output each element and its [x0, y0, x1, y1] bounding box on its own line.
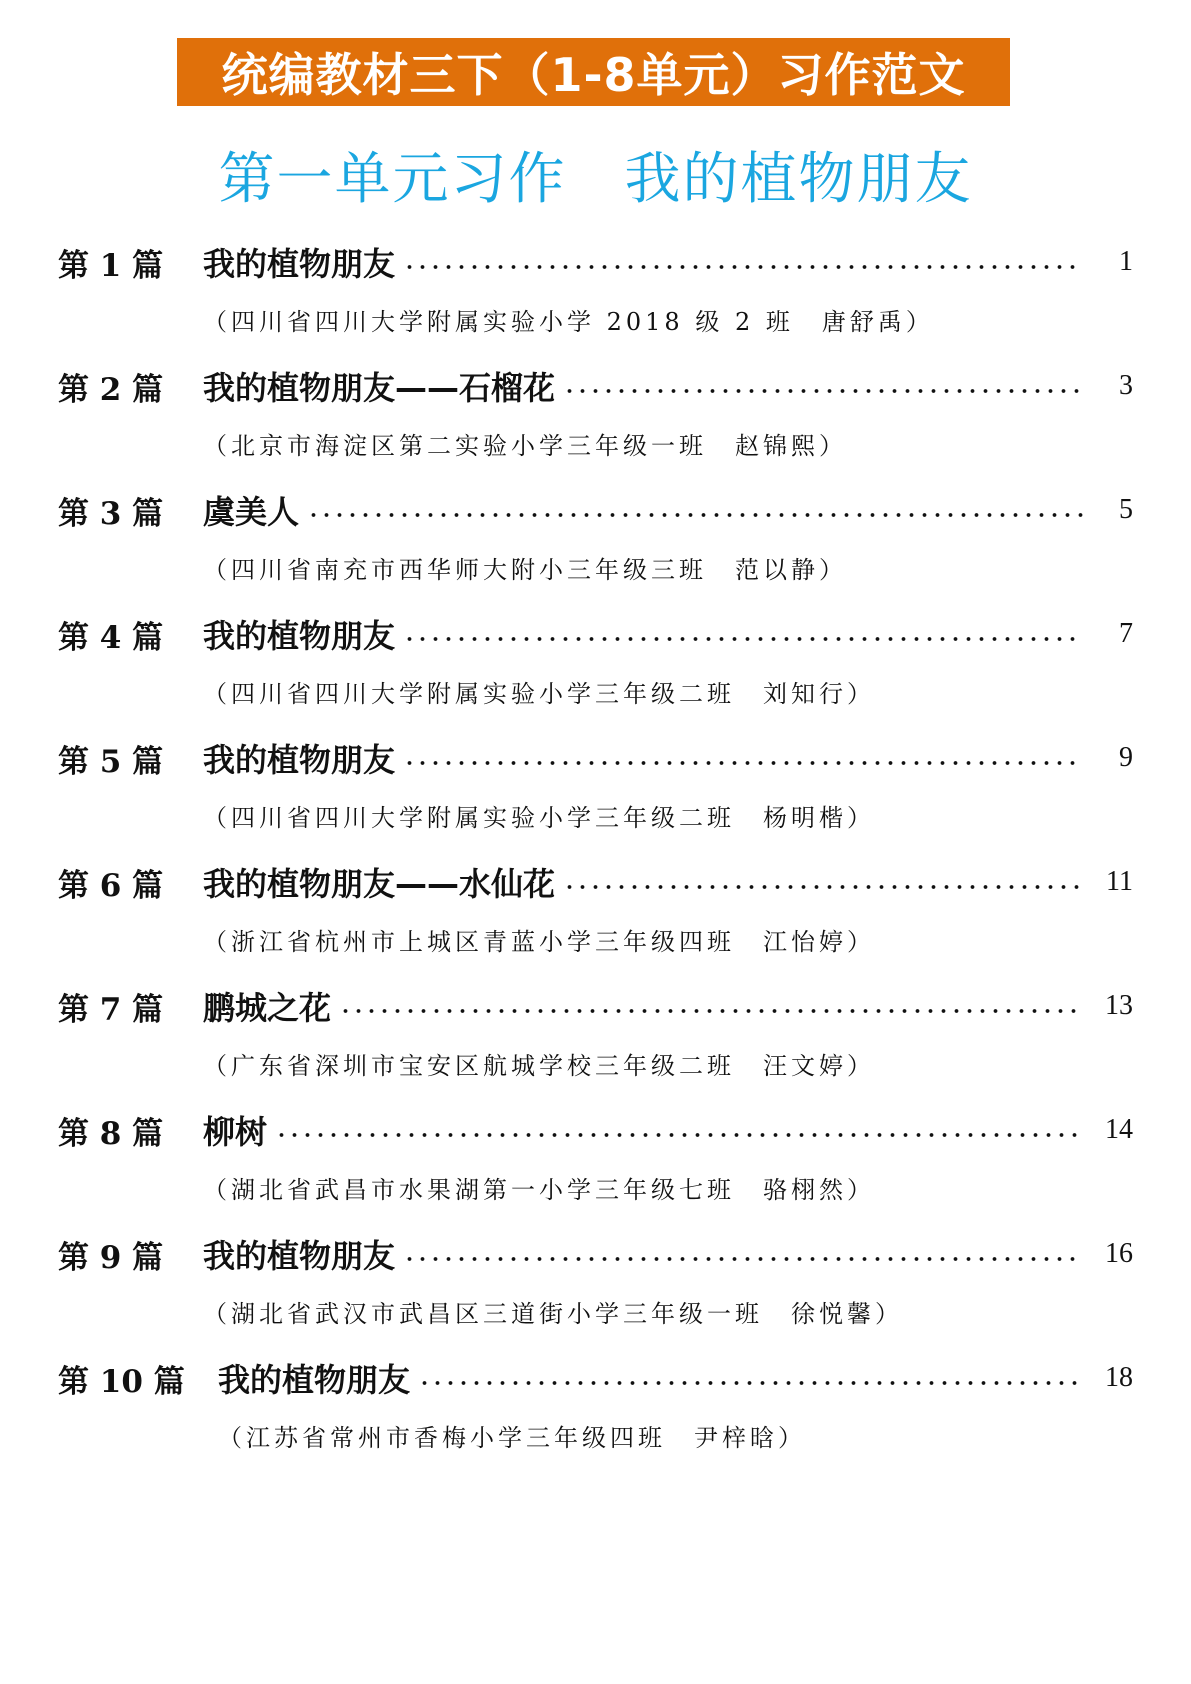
dot-leader — [339, 1008, 1083, 1014]
dot-leader — [563, 884, 1083, 890]
entry-author: （四川省南充市西华师大附小三年级三班 范以静） — [203, 556, 847, 584]
toc-entry[interactable] — [58, 488, 1133, 612]
collection-banner — [177, 38, 1010, 106]
dot-leader — [403, 1256, 1083, 1262]
toc-entry[interactable] — [58, 860, 1133, 984]
entry-page: 7 — [1119, 618, 1133, 649]
entry-page: 18 — [1105, 1362, 1133, 1393]
entry-title[interactable]: 我的植物朋友 — [203, 741, 396, 779]
dot-leader — [403, 636, 1083, 642]
table-of-contents — [58, 240, 1133, 1480]
entry-page: 16 — [1105, 1238, 1133, 1269]
entry-author: （浙江省杭州市上城区青蓝小学三年级四班 江怡婷） — [203, 928, 875, 956]
entry-title[interactable]: 我的植物朋友 — [203, 617, 396, 655]
entry-page: 9 — [1119, 742, 1133, 773]
entry-page: 1 — [1119, 246, 1133, 277]
entry-title[interactable]: 虞美人 — [203, 493, 300, 531]
entry-number: 第 3 篇 — [58, 495, 164, 532]
entry-author: （四川省四川大学附属实验小学 2018 级 2 班 唐舒禹） — [203, 308, 934, 336]
entry-number: 第 5 篇 — [58, 743, 164, 780]
toc-entry[interactable] — [58, 736, 1133, 860]
entry-author: （江苏省常州市香梅小学三年级四班 尹梓晗） — [218, 1424, 806, 1452]
toc-entry[interactable] — [58, 1108, 1133, 1232]
entry-title[interactable]: 我的植物朋友——水仙花 — [203, 865, 556, 903]
entry-author: （湖北省武汉市武昌区三道街小学三年级一班 徐悦馨） — [203, 1300, 903, 1328]
dot-leader — [403, 264, 1083, 270]
entry-number: 第 1 篇 — [58, 247, 164, 284]
entry-title[interactable]: 柳树 — [203, 1113, 268, 1151]
toc-entry[interactable] — [58, 240, 1133, 364]
entry-title[interactable]: 我的植物朋友——石榴花 — [203, 369, 556, 407]
entry-page: 3 — [1119, 370, 1133, 401]
banner-title: 统编教材三下（1-8单元）习作范文 — [221, 48, 966, 102]
toc-entry[interactable] — [58, 1356, 1133, 1480]
entry-number: 第 4 篇 — [58, 619, 164, 656]
entry-author: （广东省深圳市宝安区航城学校三年级二班 汪文婷） — [203, 1052, 875, 1080]
entry-author: （四川省四川大学附属实验小学三年级二班 刘知行） — [203, 680, 875, 708]
entry-number: 第 10 篇 — [58, 1363, 185, 1400]
entry-number: 第 8 篇 — [58, 1115, 164, 1152]
entry-title[interactable]: 鹏城之花 — [203, 989, 332, 1027]
entry-page: 14 — [1105, 1114, 1133, 1145]
unit-title: 第一单元习作 我的植物朋友 — [218, 147, 973, 212]
entry-number: 第 2 篇 — [58, 371, 164, 408]
dot-leader — [275, 1132, 1083, 1138]
entry-author: （四川省四川大学附属实验小学三年级二班 杨明楷） — [203, 804, 875, 832]
toc-entry[interactable] — [58, 984, 1133, 1108]
entry-number: 第 6 篇 — [58, 867, 164, 904]
toc-entry[interactable] — [58, 612, 1133, 736]
dot-leader — [403, 760, 1083, 766]
entry-title[interactable]: 我的植物朋友 — [203, 1237, 396, 1275]
entry-number: 第 7 篇 — [58, 991, 164, 1028]
entry-number: 第 9 篇 — [58, 1239, 164, 1276]
entry-author: （湖北省武昌市水果湖第一小学三年级七班 骆栩然） — [203, 1176, 875, 1204]
dot-leader — [307, 512, 1083, 518]
entry-title[interactable]: 我的植物朋友 — [218, 1361, 411, 1399]
entry-author: （北京市海淀区第二实验小学三年级一班 赵锦熙） — [203, 432, 847, 460]
entry-title[interactable]: 我的植物朋友 — [203, 245, 396, 283]
entry-page: 11 — [1106, 866, 1133, 897]
dot-leader — [563, 388, 1083, 394]
entry-page: 13 — [1105, 990, 1133, 1021]
toc-entry[interactable] — [58, 364, 1133, 488]
entry-page: 5 — [1119, 494, 1133, 525]
toc-entry[interactable] — [58, 1232, 1133, 1356]
dot-leader — [418, 1380, 1083, 1386]
